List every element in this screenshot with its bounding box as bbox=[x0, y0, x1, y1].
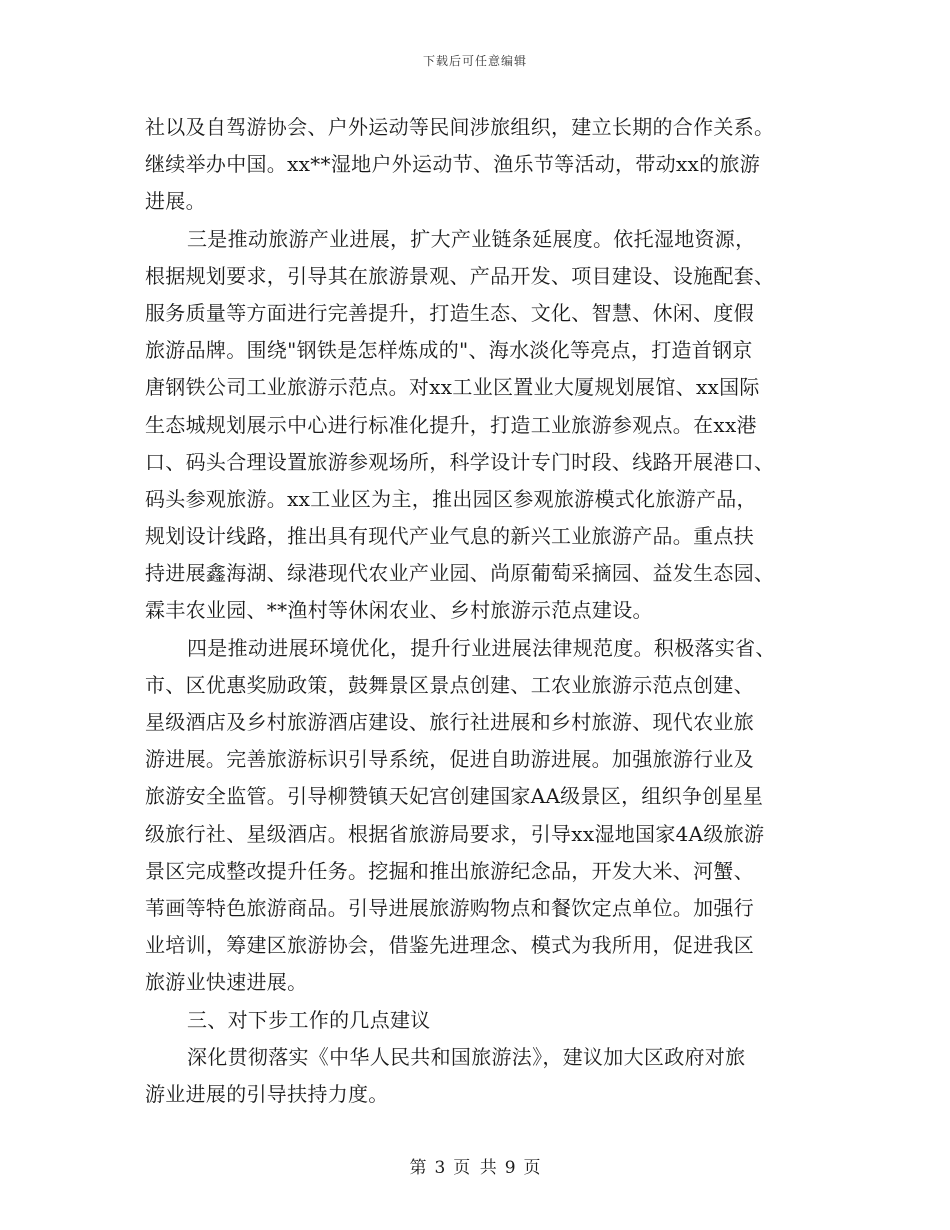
page-current: 3 bbox=[434, 1158, 446, 1178]
text-line: 业培训，筹建区旅游协会，借鉴先进理念、模式为我所用，促进我区 bbox=[145, 933, 754, 958]
paragraph-start-line: 三是推动旅游产业进展，扩大产业链条延展度。依托湿地资源， bbox=[187, 226, 756, 251]
text-line: 社以及自驾游协会、户外运动等民间涉旅组织，建立长期的合作关系。 bbox=[145, 115, 775, 139]
page-total: 9 bbox=[504, 1158, 516, 1178]
page-header-note: 下载后可任意编辑 bbox=[422, 54, 527, 68]
text-line: 苇画等特色旅游商品。引导进展旅游购物点和餐饮定点单位。加强行 bbox=[145, 895, 754, 920]
text-line: 生态城规划展示中心进行标准化提升，打造工业旅游参观点。在xx港 bbox=[145, 412, 757, 437]
paragraph-start-line: 深化贯彻落实《中华人民共和国旅游法》，建议加大区政府对旅 bbox=[187, 1044, 746, 1069]
text-line: 服务质量等方面进行完善提升，打造生态、文化、智慧、休闲、度假 bbox=[145, 300, 754, 325]
text-line: 霖丰农业园、**渔村等休闲农业、乡村旅游示范点建设。 bbox=[145, 598, 653, 623]
page-prefix: 第 bbox=[409, 1158, 427, 1178]
text-line: 旅游安全监管。引导柳赞镇天妃宫创建国家AA级景区，组织争创星星 bbox=[145, 784, 764, 809]
page-suffix: 页 bbox=[523, 1158, 541, 1178]
document-body bbox=[145, 109, 810, 1113]
page-middle: 页 共 bbox=[453, 1158, 497, 1178]
text-line: 游业进展的引导扶持力度。 bbox=[145, 1081, 389, 1106]
text-line: 持进展鑫海湖、绿港现代农业产业园、尚原葡萄采摘园、益发生态园、 bbox=[145, 561, 775, 586]
paragraph-start-line: 四是推动进展环境优化，提升行业进展法律规范度。积极落实省、 bbox=[187, 635, 776, 660]
text-line: 进展。 bbox=[145, 189, 206, 214]
text-line: 星级酒店及乡村旅游酒店建设、旅行社进展和乡村旅游、现代农业旅 bbox=[145, 710, 754, 734]
text-line: 旅游业快速进展。 bbox=[145, 970, 308, 995]
text-line: 市、区优惠奖励政策，鼓舞景区景点创建、工农业旅游示范点创建、 bbox=[145, 672, 754, 697]
text-line: 游进展。完善旅游标识引导系统，促进自助游进展。加强旅游行业及 bbox=[145, 747, 754, 772]
text-line: 唐钢铁公司工业旅游示范点。对xx工业区置业大厦规划展馆、xx国际 bbox=[145, 375, 760, 400]
text-line: 规划设计线路，推出具有现代产业气息的新兴工业旅游产品。重点扶 bbox=[145, 524, 754, 549]
page-number bbox=[0, 1153, 950, 1178]
section-heading: 三、对下步工作的几点建议 bbox=[187, 1007, 431, 1032]
text-line: 码头参观旅游。xx工业区为主，推出园区参观旅游模式化旅游产品， bbox=[145, 486, 757, 511]
text-line: 根据规划要求，引导其在旅游景观、产品开发、项目建设、设施配套、 bbox=[145, 263, 775, 288]
text-line: 级旅行社、星级酒店。根据省旅游局要求，引导xx湿地国家4A级旅游 bbox=[145, 821, 765, 846]
text-line: 继续举办中国。xx**湿地户外运动节、渔乐节等活动，带动xx的旅游 bbox=[145, 152, 761, 177]
text-line: 景区完成整改提升任务。挖掘和推出旅游纪念品，开发大米、河蟹、 bbox=[145, 858, 754, 883]
text-line: 旅游品牌。围绕"钢铁是怎样炼成的"、海水淡化等亮点，打造首钢京 bbox=[145, 338, 753, 363]
text-line: 口、码头合理设置旅游参观场所，科学设计专门时段、线路开展港口、 bbox=[145, 449, 775, 474]
